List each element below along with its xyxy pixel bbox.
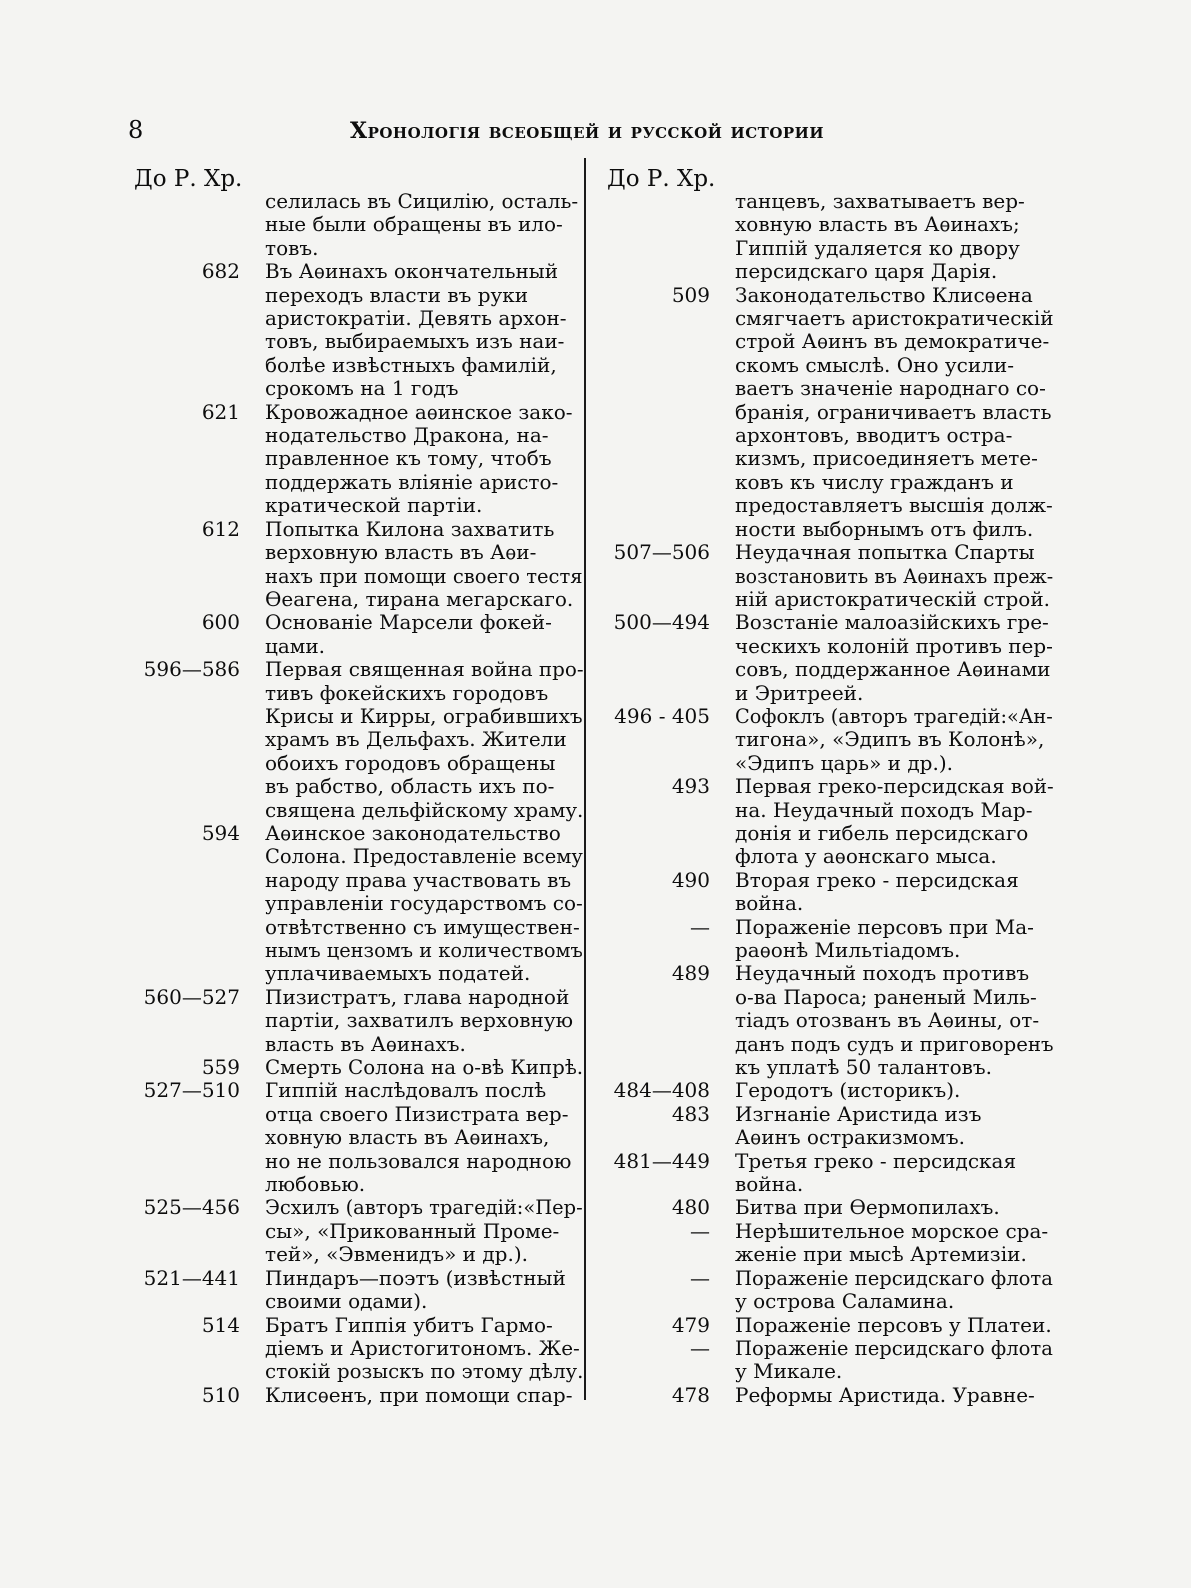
entry-line: Крисы и Кирры, ограбившихъ <box>265 703 583 728</box>
entry-line: сы», «Прикованный Проме- <box>265 1218 560 1243</box>
entry-line: Неудачная попытка Спарты <box>735 540 1035 565</box>
entry-line: любовью. <box>265 1172 366 1197</box>
entry-line: Реформы Аристида. Уравне- <box>735 1382 1035 1407</box>
entry-line: Неудачный походъ противъ <box>735 961 1030 986</box>
entry-line: о-ва Пароса; раненый Миль- <box>735 984 1037 1009</box>
entry-line: діемъ и Аристогитономъ. Же- <box>265 1335 580 1360</box>
entry-line: ваетъ значеніе народнаго со- <box>735 376 1046 401</box>
chronology-entry <box>600 1079 1053 1102</box>
entry-year: 612 <box>201 516 240 541</box>
column-divider <box>584 158 586 1400</box>
entry-year: 596—586 <box>143 657 240 682</box>
chronology-entry <box>130 518 583 612</box>
chronology-entry <box>130 658 583 822</box>
right-column-header: До Р. Хр. <box>607 166 716 192</box>
chronology-entry <box>130 986 583 1056</box>
entry-line: кизмъ, присоединяетъ мете- <box>735 446 1038 471</box>
entry-year: 479 <box>671 1312 710 1337</box>
entry-year: 478 <box>671 1382 710 1407</box>
entry-line: ховную власть въ Аѳинахъ, <box>265 1125 550 1150</box>
running-title: Хронологія всеобщей и русской истории <box>350 118 825 144</box>
entry-line: но не пользовался народною <box>265 1148 572 1173</box>
entry-year: 493 <box>671 774 710 799</box>
chronology-entry <box>600 1314 1053 1337</box>
entry-line: персидскаго царя Дарія. <box>735 259 998 284</box>
entry-line: переходъ власти въ руки <box>265 282 529 307</box>
entry-text <box>735 1079 1053 1102</box>
entry-line: бранія, ограничиваетъ власть <box>735 399 1052 424</box>
entry-text <box>735 916 1053 963</box>
entry-year <box>600 190 710 284</box>
entry-line: Нерѣшительное морское сра- <box>735 1218 1049 1243</box>
chronology-entry <box>600 962 1053 1079</box>
entry-year: 507—506 <box>613 540 710 565</box>
entry-text <box>735 705 1053 775</box>
entry-text <box>735 190 1053 284</box>
entry-text <box>265 518 583 612</box>
entry-year: 490 <box>671 867 710 892</box>
entry-line: Пораженіе персовъ у Платеи. <box>735 1312 1052 1337</box>
entry-line: совъ, поддержанное Аѳинами <box>735 657 1051 682</box>
entry-line: уплачиваемыхъ податей. <box>265 961 531 986</box>
entry-year: 481—449 <box>613 1148 710 1173</box>
entry-line: Аѳинское законодательство <box>265 820 561 845</box>
entry-line: селилась въ Сицилію, осталь- <box>265 189 579 213</box>
entry-year: 484—408 <box>613 1078 710 1103</box>
chronology-entry <box>600 1196 1053 1219</box>
entry-line: ности выборнымъ отъ филъ. <box>735 516 1034 541</box>
entry-line: нодательство Дракона, на- <box>265 423 549 448</box>
entry-line: архонтовъ, вводитъ остра- <box>735 423 1013 448</box>
entry-line: священа дельфійскому храму. <box>265 797 584 822</box>
chronology-entry <box>130 822 583 986</box>
entry-line: товъ, выбираемыхъ изъ наи- <box>265 329 565 354</box>
chronology-entry <box>130 1267 583 1314</box>
entry-line: возстановить въ Аѳинахъ преж- <box>735 563 1054 588</box>
entry-line: Аѳинъ остракизмомъ. <box>735 1125 965 1150</box>
chronology-entry <box>130 611 583 658</box>
entry-text <box>735 1384 1053 1407</box>
entry-line: война. <box>735 891 804 916</box>
entry-line: у Микале. <box>735 1359 843 1384</box>
entry-line: Кровожадное аѳинское зако- <box>265 399 573 424</box>
entry-text <box>265 260 583 400</box>
chronology-entry <box>600 1103 1053 1150</box>
entry-text <box>265 1196 583 1266</box>
entry-line: партіи, захватилъ верховную <box>265 1008 574 1033</box>
entry-line: Ѳеагена, тирана мегарскаго. <box>265 586 574 611</box>
chronology-entry <box>600 869 1053 916</box>
entry-line: аристократіи. Девять архон- <box>265 306 567 331</box>
entry-text <box>735 1196 1053 1219</box>
entry-line: болѣе извѣстныхъ фамилій, <box>265 352 557 377</box>
entry-line: Пораженіе персовъ при Ма- <box>735 914 1034 939</box>
entry-line: Геродотъ (историкъ). <box>735 1078 961 1103</box>
chronology-entry <box>600 541 1053 611</box>
entry-line: кратической партіи. <box>265 493 483 518</box>
entry-text <box>735 541 1053 611</box>
entry-line: Возстаніе малоазійскихъ гре- <box>735 610 1049 635</box>
page-number: 8 <box>128 116 144 144</box>
entry-text <box>265 611 583 658</box>
entry-year: 483 <box>671 1101 710 1126</box>
entry-line: отвѣтственно съ имуществен- <box>265 914 580 939</box>
entry-text <box>265 401 583 518</box>
chronology-entry <box>600 705 1053 775</box>
chronology-entry <box>130 1056 583 1079</box>
entry-line: ческихъ колоній противъ пер- <box>735 633 1053 658</box>
chronology-entry <box>130 1196 583 1266</box>
chronology-entry <box>600 284 1053 541</box>
entry-line: Третья греко - персидская <box>735 1148 1017 1173</box>
entry-line: война. <box>735 1172 804 1197</box>
entry-line: Пиндаръ—поэтъ (извѣстный <box>265 1265 566 1290</box>
entry-line: ній аристократическій строй. <box>735 586 1051 611</box>
chronology-entry <box>600 916 1053 963</box>
entry-text <box>735 284 1053 541</box>
entry-text <box>265 1267 583 1314</box>
entry-line: Вторая греко - персидская <box>735 867 1019 892</box>
entry-text <box>265 658 583 822</box>
chronology-entry <box>130 260 583 400</box>
entry-line: тигона», «Эдипъ въ Колонѣ», <box>735 727 1045 752</box>
entry-line: ковъ къ числу гражданъ и <box>735 469 1014 494</box>
entry-line: флота у аѳонскаго мыса. <box>735 844 997 869</box>
entry-line: срокомъ на 1 годъ <box>265 376 459 401</box>
entry-line: нымъ цензомъ и количествомъ <box>265 938 583 962</box>
entry-line: Гиппій удаляется ко двору <box>735 235 1020 260</box>
entry-line: Попытка Килона захватить <box>265 516 555 541</box>
left-column <box>130 190 583 1407</box>
entry-year: 600 <box>201 610 240 635</box>
entry-text <box>265 986 583 1056</box>
entry-text <box>735 775 1053 869</box>
entry-line: власть въ Аѳинахъ. <box>265 1031 466 1056</box>
entry-text <box>265 1056 583 1079</box>
entry-line: правленное къ тому, чтобъ <box>265 446 552 471</box>
chronology-entry <box>600 611 1053 705</box>
entry-text <box>265 1314 583 1384</box>
entry-line: скомъ смыслѣ. Оно усили- <box>735 352 1014 377</box>
entry-line: Смерть Солона на о-вѣ Кипрѣ. <box>265 1055 584 1080</box>
entry-text <box>735 611 1053 705</box>
entry-line: Пизистратъ, глава народной <box>265 984 570 1009</box>
chronology-entry <box>130 1384 583 1407</box>
entry-text <box>735 1103 1053 1150</box>
entry-line: Клисѳенъ, при помощи спар- <box>265 1382 573 1407</box>
entry-line: поддержать вліяніе аристо- <box>265 469 559 494</box>
entry-text <box>265 190 583 260</box>
entry-year: 682 <box>201 259 240 284</box>
entry-line: своими одами). <box>265 1289 428 1314</box>
entry-line: Законодательство Клисѳена <box>735 282 1033 307</box>
entry-year <box>130 190 240 260</box>
entry-line: къ уплатѣ 50 талантовъ. <box>735 1055 992 1080</box>
entry-text <box>735 1267 1053 1314</box>
entry-line: донія и гибель персидскаго <box>735 820 1029 845</box>
entry-line: тей», «Эвменидъ» и др.). <box>265 1242 528 1267</box>
entry-line: тіадъ отозванъ въ Аѳины, от- <box>735 1008 1040 1033</box>
left-column-header: До Р. Хр. <box>134 166 243 192</box>
entry-line: танцевъ, захватываетъ вер- <box>735 189 1025 213</box>
entry-line: «Эдипъ царь» и др.). <box>735 750 953 775</box>
entry-line: Братъ Гиппія убитъ Гармо- <box>265 1312 553 1337</box>
entry-line: управленіи государствомъ со- <box>265 891 583 916</box>
entry-line: Солона. Предоставленіе всему <box>265 844 583 869</box>
entry-line: ховную власть въ Аѳинахъ; <box>735 212 1020 237</box>
chronology-entry <box>130 1314 583 1384</box>
entry-line: Въ Аѳинахъ окончательный <box>265 259 559 284</box>
entry-year: 560—527 <box>143 984 240 1009</box>
entry-year: 509 <box>671 282 710 307</box>
right-column <box>600 190 1053 1407</box>
entry-year: 500—494 <box>613 610 710 635</box>
entry-text <box>735 1337 1053 1384</box>
chronology-entry <box>600 1267 1053 1314</box>
entry-text <box>735 1314 1053 1337</box>
entry-line: тивъ фокейскихъ городовъ <box>265 680 549 705</box>
chronology-entry <box>600 775 1053 869</box>
entry-line: раѳонѣ Мильтіадомъ. <box>735 938 961 962</box>
entry-line: Битва при Ѳермопилахъ. <box>735 1195 1000 1220</box>
chronology-entry <box>600 190 1053 284</box>
entry-line: смягчаетъ аристократическій <box>735 306 1054 331</box>
entry-year: — <box>690 1335 710 1360</box>
entry-year: 559 <box>201 1055 240 1080</box>
entry-line: цами. <box>265 633 326 658</box>
entry-text <box>735 1220 1053 1267</box>
chronology-entry <box>600 1384 1053 1407</box>
entry-year: 510 <box>201 1382 240 1407</box>
entry-line: обоихъ городовъ обращены <box>265 750 556 775</box>
entry-line: верховную власть въ Аѳи- <box>265 540 537 565</box>
chronology-entry <box>600 1220 1053 1267</box>
entry-text <box>735 869 1053 916</box>
entry-line: предоставляетъ высшія долж- <box>735 493 1053 518</box>
entry-line: ные были обращены въ ило- <box>265 212 563 237</box>
entry-year: 621 <box>201 399 240 424</box>
entry-line: Пораженіе персидскаго флота <box>735 1335 1053 1360</box>
chronology-entry <box>130 1079 583 1196</box>
entry-year: 525—456 <box>143 1195 240 1220</box>
chronology-entry <box>600 1150 1053 1197</box>
entry-year: — <box>690 1265 710 1290</box>
entry-line: Пораженіе персидскаго флота <box>735 1265 1053 1290</box>
entry-text <box>265 822 583 986</box>
entry-line: у острова Саламина. <box>735 1289 955 1314</box>
entry-text <box>265 1079 583 1196</box>
entry-line: данъ подъ судъ и приговоренъ <box>735 1031 1054 1056</box>
entry-line: Первая греко-персидская вой- <box>735 774 1054 799</box>
entry-year: — <box>690 914 710 939</box>
entry-year: 489 <box>671 961 710 986</box>
entry-line: женіе при мысѣ Артемизіи. <box>735 1242 1027 1267</box>
entry-line: Первая священная война про- <box>265 657 584 682</box>
entry-line: и Эритреей. <box>735 680 864 705</box>
entry-year: 521—441 <box>143 1265 240 1290</box>
entry-line: Основаніе Марсели фокей- <box>265 610 552 635</box>
entry-line: стокій розыскъ по этому дѣлу. <box>265 1359 584 1384</box>
chronology-entry <box>130 401 583 518</box>
entry-year: — <box>690 1218 710 1243</box>
entry-line: на. Неудачный походъ Мар- <box>735 797 1033 822</box>
entry-line: отца своего Пизистрата вер- <box>265 1101 569 1126</box>
entry-line: Эсхилъ (авторъ трагедій:«Пер- <box>265 1195 583 1220</box>
entry-line: народу права участвовать въ <box>265 867 572 892</box>
entry-line: товъ. <box>265 235 319 260</box>
entry-year: 496 - 405 <box>614 703 710 728</box>
entry-line: Софоклъ (авторъ трагедій:«Ан- <box>735 703 1053 728</box>
entry-line: въ рабство, область ихъ по- <box>265 774 555 799</box>
entry-line: Гиппій наслѣдовалъ послѣ <box>265 1078 547 1103</box>
entry-year: 594 <box>201 820 240 845</box>
chronology-entry <box>130 190 583 260</box>
entry-line: строй Аѳинъ въ демократиче- <box>735 329 1050 354</box>
entry-text <box>735 1150 1053 1197</box>
entry-year: 527—510 <box>143 1078 240 1103</box>
entry-line: храмъ въ Дельфахъ. Жители <box>265 727 567 752</box>
entry-year: 480 <box>671 1195 710 1220</box>
entry-line: нахъ при помощи своего тестя <box>265 563 583 588</box>
chronology-entry <box>600 1337 1053 1384</box>
entry-text <box>265 1384 583 1407</box>
entry-year: 514 <box>201 1312 240 1337</box>
entry-line: Изгнаніе Аристида изъ <box>735 1101 982 1126</box>
entry-text <box>735 962 1053 1079</box>
